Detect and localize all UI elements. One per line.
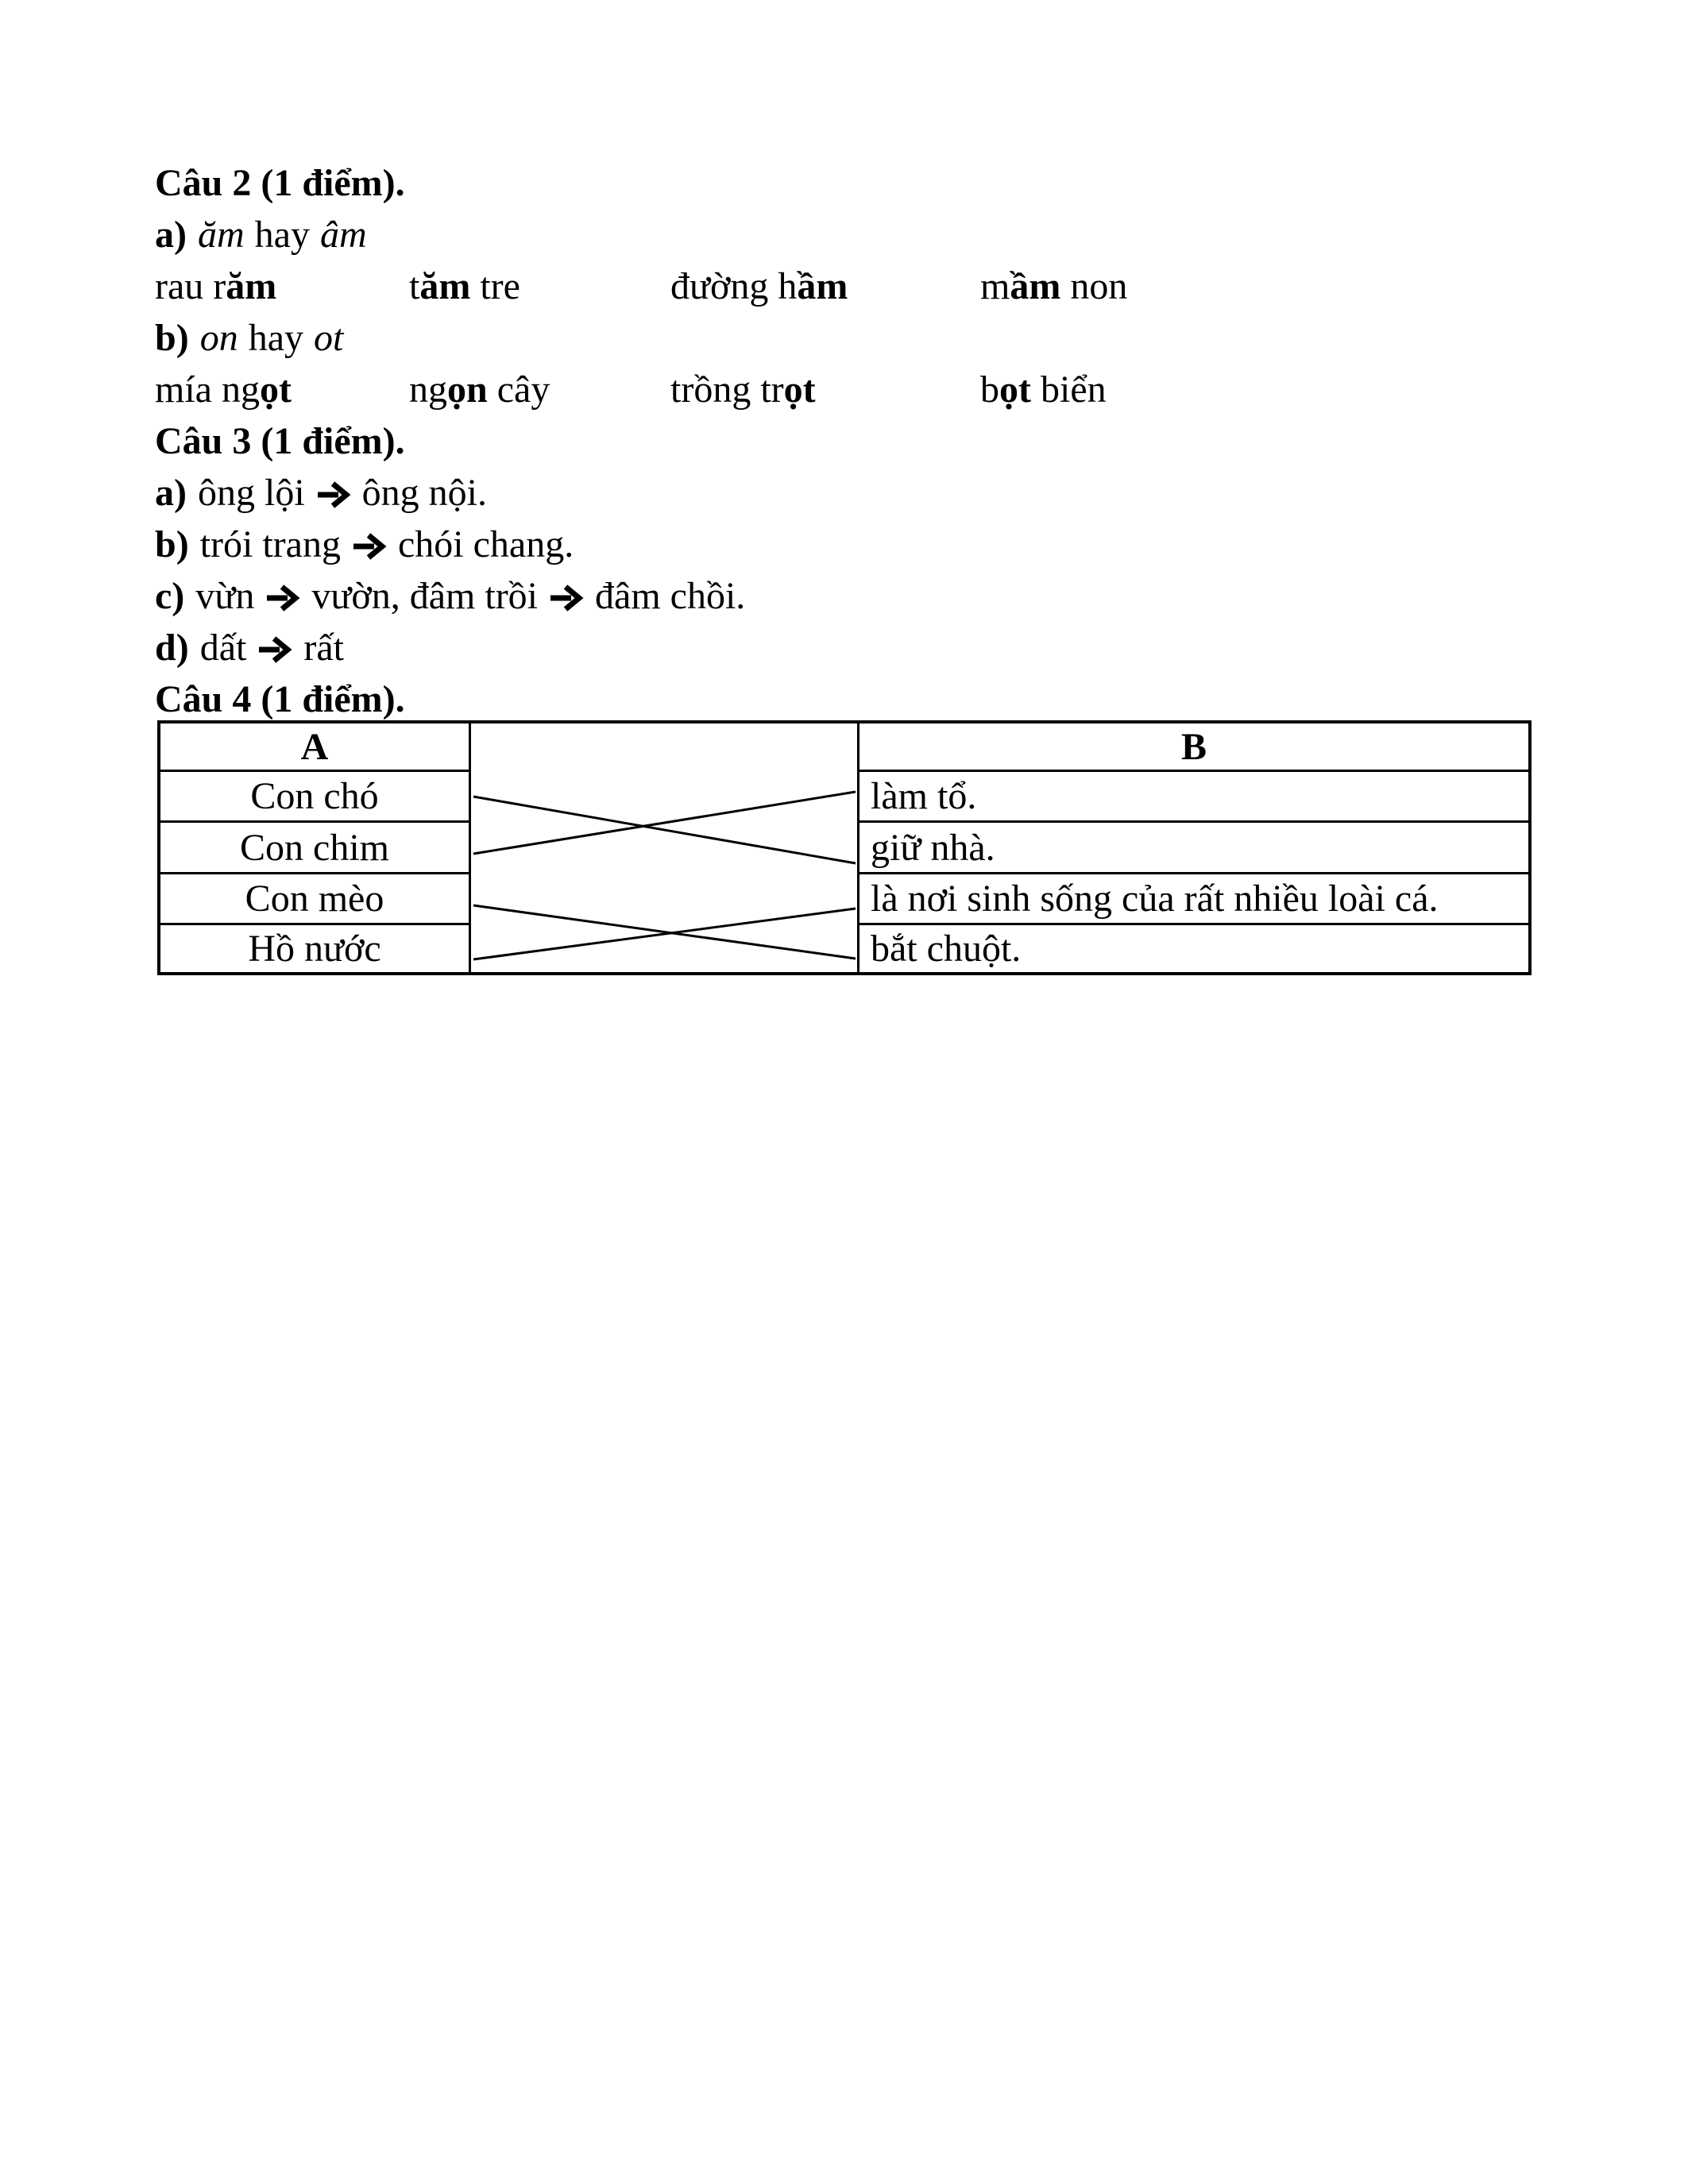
answer-word xyxy=(670,260,848,312)
correction-item-a xyxy=(155,467,1632,519)
question-2a-answers-row xyxy=(155,260,1632,312)
item-label: b) xyxy=(155,523,189,565)
question-2-heading-text: Câu 2 (1 điểm). xyxy=(155,162,405,204)
correction-after: đâm chồi. xyxy=(595,575,746,617)
answer-word xyxy=(980,364,1107,415)
table-cell-a: Con chim xyxy=(160,820,471,872)
table-cell-a: Con mèo xyxy=(160,872,471,923)
question-2-heading xyxy=(155,157,1632,209)
table-cell-a: Con chó xyxy=(160,770,471,820)
option-2: âm xyxy=(319,214,367,256)
word-filled-letters: ọt xyxy=(259,369,292,411)
item-label: d) xyxy=(155,627,189,669)
word-filled-letters: ọt xyxy=(783,369,816,411)
word-suffix: biển xyxy=(1030,369,1107,411)
word-suffix: cây xyxy=(487,369,550,411)
answer-word xyxy=(155,364,292,415)
correction-item-d xyxy=(155,622,1632,673)
part-a-label: a) xyxy=(155,214,187,256)
arrow-icon xyxy=(316,481,351,508)
option-2: ot xyxy=(314,317,344,359)
correction-item-c xyxy=(155,570,1632,622)
match-line-cho-giu-nha xyxy=(473,797,856,863)
word-prefix: ng xyxy=(409,369,447,411)
option-1: ăm xyxy=(197,214,245,256)
match-lines xyxy=(471,723,857,972)
question-3-heading xyxy=(155,415,1632,467)
table-cell-a: Hồ nước xyxy=(160,923,471,972)
word-filled-letters: ọn xyxy=(447,369,488,411)
question-2a-prompt xyxy=(155,209,1632,260)
correction-before: trói trang xyxy=(199,523,341,565)
arrow-icon xyxy=(265,585,300,612)
match-lines-area xyxy=(471,723,859,972)
question-2b-prompt xyxy=(155,312,1632,364)
word-filled-letters: ầm xyxy=(1010,265,1061,307)
match-line-chim-lam-to xyxy=(473,792,856,854)
question-4-heading xyxy=(155,673,1632,725)
word-prefix: đường h xyxy=(670,265,798,307)
word-prefix: rau r xyxy=(155,265,226,307)
item-label: c) xyxy=(155,575,185,617)
table-header-b: B xyxy=(1180,725,1207,768)
table-cell-b: làm tổ. xyxy=(859,770,1528,820)
part-b-label: b) xyxy=(155,317,189,359)
option-1: on xyxy=(199,317,238,359)
word-filled-letters: ăm xyxy=(226,265,277,307)
question-4-heading-text: Câu 4 (1 điểm). xyxy=(155,678,405,720)
answer-word xyxy=(155,260,276,312)
word-prefix: b xyxy=(980,369,999,411)
correction-after: ông nội. xyxy=(361,472,487,514)
conjunction: hay xyxy=(254,214,310,256)
item-label: a) xyxy=(155,472,187,514)
word-suffix: non xyxy=(1060,265,1128,307)
word-prefix: t xyxy=(409,265,420,307)
answer-word xyxy=(670,364,816,415)
word-filled-letters: ăm xyxy=(419,265,471,307)
word-prefix: m xyxy=(980,265,1010,307)
word-prefix: mía ng xyxy=(155,369,260,411)
table-cell-b: giữ nhà. xyxy=(859,820,1528,872)
word-filled-letters: ầm xyxy=(797,265,848,307)
word-filled-letters: ọt xyxy=(999,369,1031,411)
question-2b-answers-row xyxy=(155,364,1632,415)
answer-word xyxy=(980,260,1127,312)
correction-item-b xyxy=(155,519,1632,570)
arrow-icon xyxy=(549,585,584,612)
word-suffix: tre xyxy=(470,265,520,307)
conjunction: hay xyxy=(248,317,303,359)
correction-before: dất xyxy=(199,627,247,669)
correction-after: chói chang. xyxy=(397,523,574,565)
table-cell-b: là nơi sinh sống của rất nhiều loài cá. xyxy=(859,872,1528,923)
correction-after: rất xyxy=(303,627,344,669)
answer-word xyxy=(409,260,520,312)
answer-word xyxy=(409,364,550,415)
word-prefix: trồng tr xyxy=(670,369,784,411)
table-cell-b: bắt chuột. xyxy=(859,923,1528,972)
correction-before: ông lội xyxy=(197,472,305,514)
correction-middle: vườn, đâm trồi xyxy=(311,575,539,617)
table-header-a: A xyxy=(160,723,471,770)
arrow-icon xyxy=(352,533,387,560)
arrow-icon xyxy=(257,636,292,663)
matching-table xyxy=(157,720,1532,975)
question-3-heading-text: Câu 3 (1 điểm). xyxy=(155,420,405,462)
correction-before: vừn xyxy=(195,575,255,617)
